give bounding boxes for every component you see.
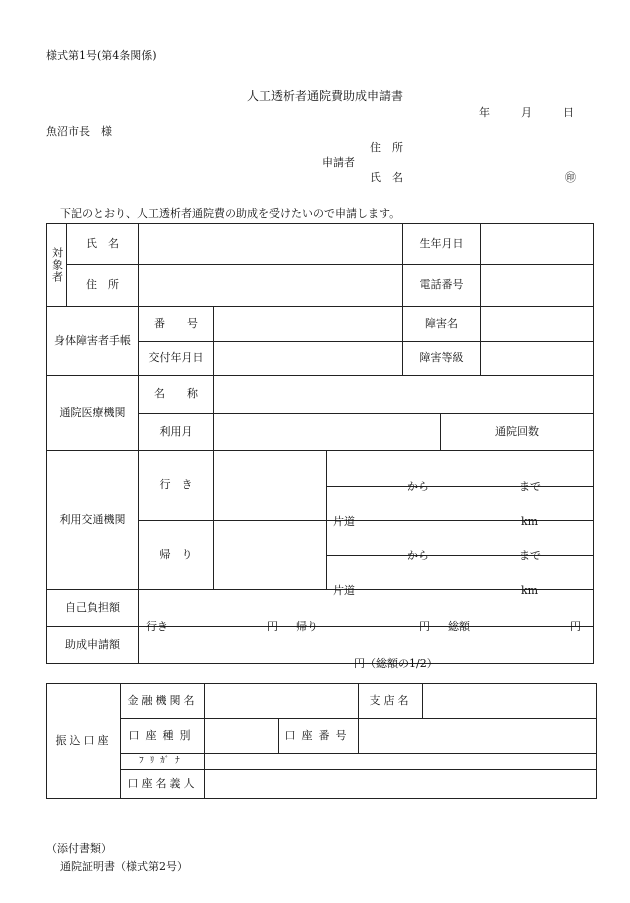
return-from-label: から [407,549,429,562]
return-to-label: まで [519,549,541,562]
issue-date-label: 交付年月日 [139,342,214,376]
hospital-group-label: 通院医療機関 [47,376,139,451]
outbound-from-label: から [407,479,429,493]
account-holder-field[interactable] [205,770,597,799]
transport-group-label: 利用交通機関 [47,451,139,590]
form-number: 様式第1号(第4条関係) [46,49,157,62]
date-year-label: 年 [479,106,490,119]
burden-outbound-yen: 円 [267,620,278,633]
disability-grade-field[interactable] [481,342,594,376]
attachments-item: 通院証明書（様式第2号） [60,860,188,873]
addressee: 魚沼市長 様 [46,125,112,138]
burden-total-label: 総額 [448,620,470,633]
subject-name-field[interactable] [139,224,403,265]
burden-total-yen: 円 [570,620,581,633]
subsidy-note: 円（総額の1/2） [354,657,438,670]
subsidy-label: 助成申請額 [47,627,139,664]
burden-return-yen: 円 [419,620,430,633]
visit-count-label: 通院回数 [441,414,594,451]
outbound-km-label: km [521,514,539,528]
burden-return-label: 帰り [296,620,318,633]
outbound-to-label: まで [519,479,541,493]
return-km-label: km [521,583,539,597]
subject-address-label: 住 所 [67,265,139,307]
outbound-distance-field[interactable] [327,487,594,528]
outbound-mode-field[interactable] [214,451,327,521]
applicant-name-label: 氏 名 [370,171,403,184]
subsidy-field[interactable] [139,627,594,670]
date-month-label: 月 [521,106,532,119]
bank-group-label: 振込口座 [47,684,121,799]
bank-branch-field[interactable] [423,684,597,719]
form-title: 人工透析者通院費助成申請書 [247,89,404,103]
disability-grade-label: 障害等級 [403,342,481,376]
disability-name-field[interactable] [481,307,594,342]
subject-address-field[interactable] [139,265,403,307]
account-number-label: 口座番号 [279,719,359,754]
outbound-label: 行 き [139,451,214,521]
account-type-label: 口座種別 [121,719,205,754]
subject-phone-field[interactable] [481,265,594,307]
hospital-name-field[interactable] [214,376,594,414]
bank-branch-label: 支店名 [359,684,423,719]
bank-institution-field[interactable] [205,684,359,719]
handbook-group-label: 身体障害者手帳 [47,307,139,376]
subject-birth-field[interactable] [481,224,594,265]
handbook-number-field[interactable] [214,307,403,342]
account-number-field[interactable] [359,719,597,754]
return-oneway-label: 片道 [333,583,355,597]
applicant-address-label: 住 所 [370,141,403,154]
burden-outbound-label: 行き [146,620,168,633]
hospital-month-label: 利用月 [139,414,214,451]
intro-text: 下記のとおり、人工透析者通院費の助成を受けたいので申請します。 [60,207,401,220]
date-day-label: 日 [563,106,574,119]
furigana-label: ﾌﾘｶﾞﾅ [121,754,205,770]
account-holder-label: 口座名義人 [121,770,205,799]
outbound-route-field[interactable] [327,451,594,493]
subject-group-label: 対象者 [47,224,67,307]
hospital-name-label: 名 称 [139,376,214,414]
subject-phone-label: 電話番号 [403,265,481,307]
attachments-heading: （添付書類） [46,842,112,855]
subject-birth-label: 生年月日 [403,224,481,265]
seal-mark: ㊞ [565,171,576,184]
outbound-oneway-label: 片道 [333,514,355,528]
burden-label: 自己負担額 [47,590,139,627]
account-type-field[interactable] [205,719,279,754]
hospital-month-field[interactable] [214,414,441,451]
return-label: 帰 り [139,521,214,590]
disability-name-label: 障害名 [403,307,481,342]
furigana-field[interactable] [205,754,597,770]
handbook-number-label: 番 号 [139,307,214,342]
return-route-field[interactable] [327,521,594,562]
bank-institution-label: 金融機関名 [121,684,205,719]
bank-table [46,683,597,799]
main-form-table [46,223,594,670]
subject-name-label: 氏 名 [67,224,139,265]
issue-date-field[interactable] [214,342,403,376]
return-mode-field[interactable] [214,521,327,590]
return-distance-field[interactable] [327,556,594,597]
applicant-label: 申請者 [322,156,355,169]
